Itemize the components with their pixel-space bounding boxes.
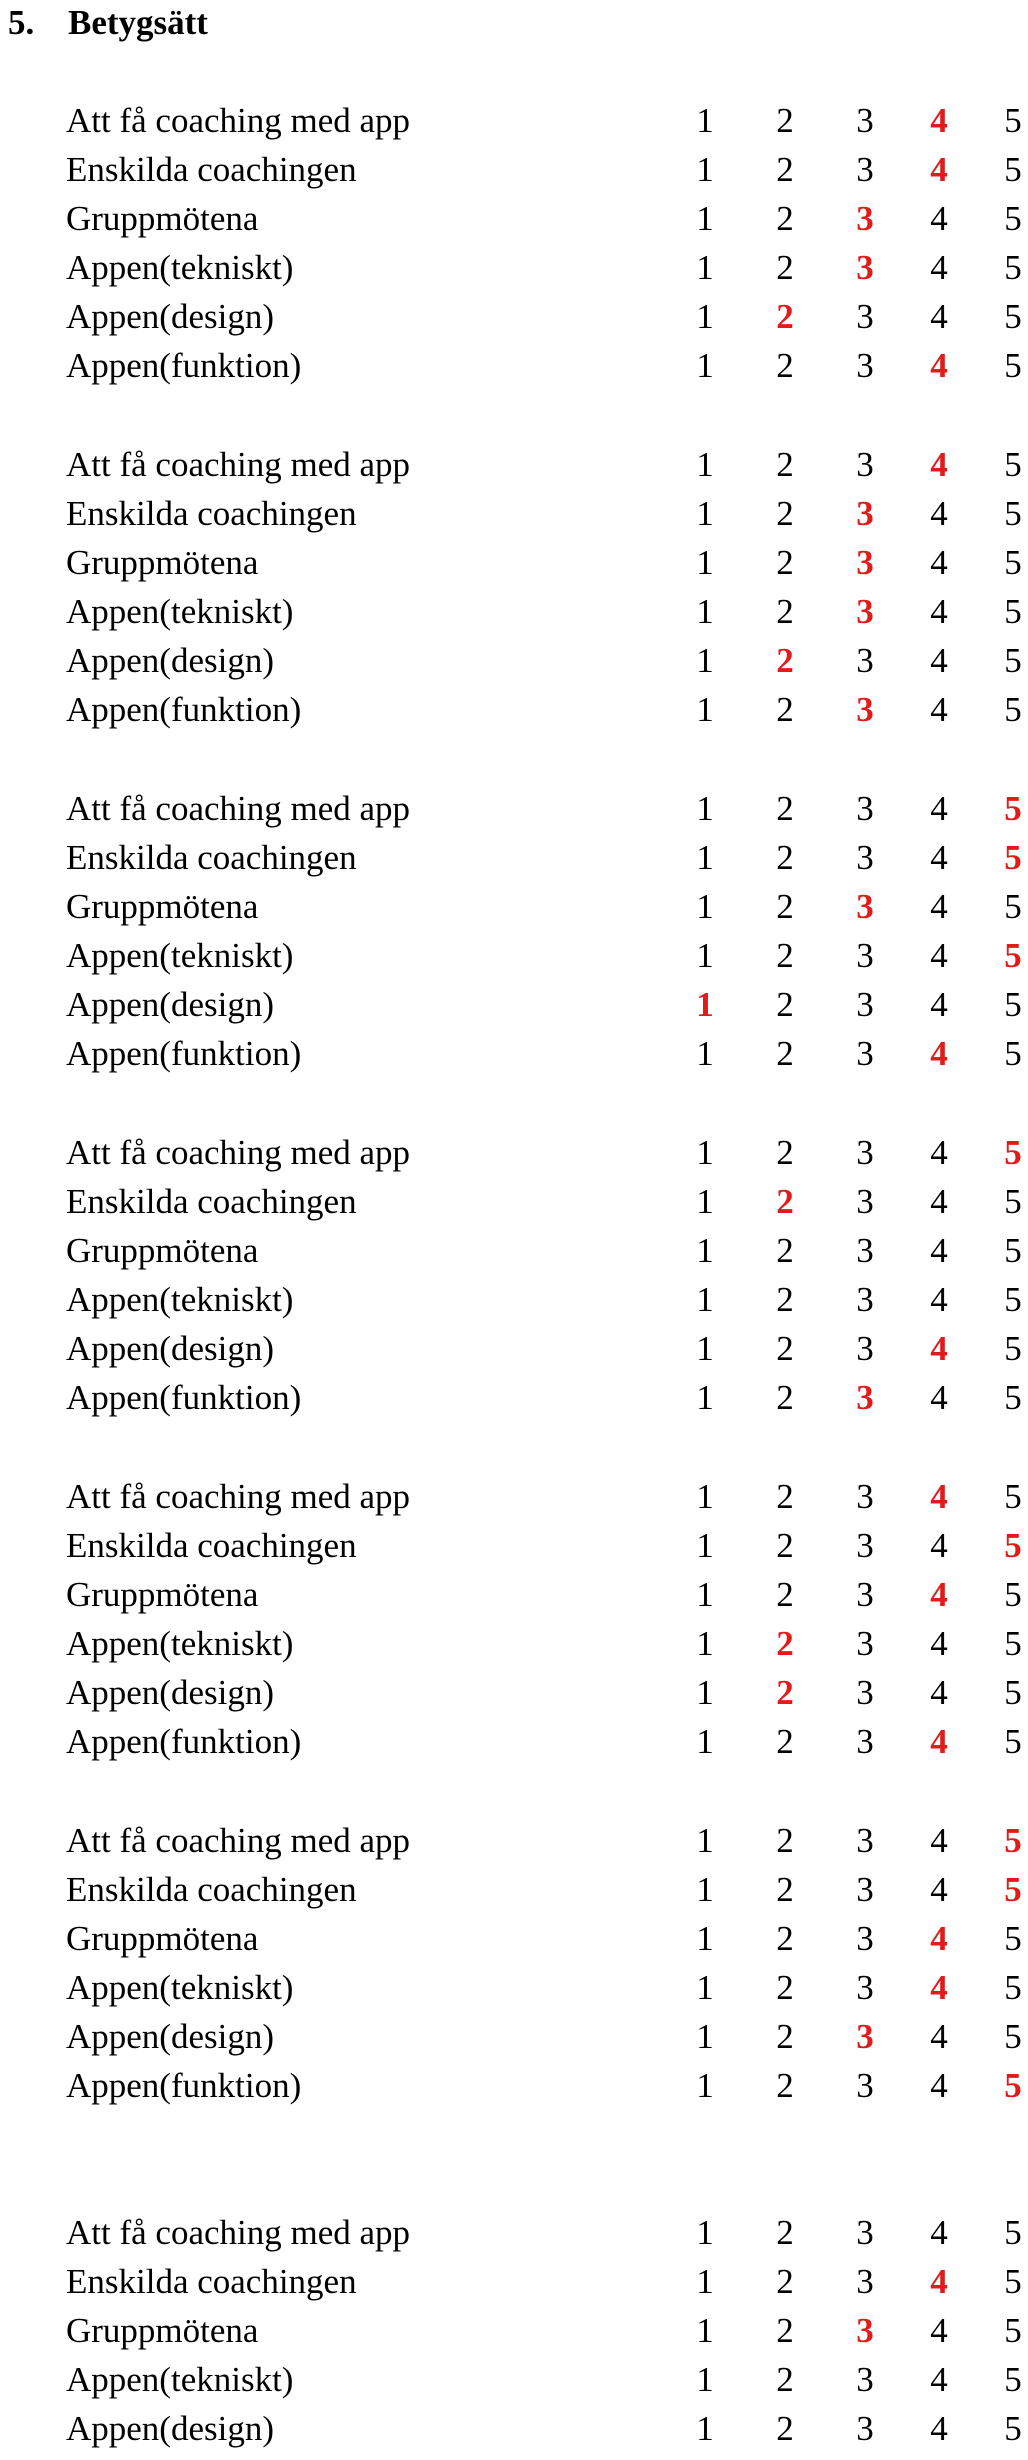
rating-score-3: 3 (856, 346, 874, 385)
rating-score-5: 5 (1004, 592, 1022, 631)
rating-score-3: 3 (856, 1133, 874, 1172)
rating-score-1: 1 (696, 2311, 714, 2350)
rating-score-1: 1 (696, 1182, 714, 1221)
rating-score-1-selected: 1 (696, 985, 714, 1024)
rating-score-3: 3 (856, 445, 874, 484)
rating-score-2: 2 (776, 1231, 794, 1270)
rating-score-1: 1 (696, 1034, 714, 1073)
rating-score-2: 2 (776, 1034, 794, 1073)
rating-score-1: 1 (696, 2409, 714, 2448)
rating-score-3: 3 (856, 936, 874, 975)
rating-score-5-selected: 5 (1004, 2066, 1022, 2105)
rating-score-1: 1 (696, 248, 714, 287)
rating-score-3: 3 (856, 150, 874, 189)
rating-row (66, 2306, 1022, 2355)
rating-score-1: 1 (696, 592, 714, 631)
rating-row (66, 1668, 1022, 1717)
rating-score-1: 1 (696, 1477, 714, 1516)
rating-label: Enskilda coachingen (66, 150, 357, 189)
rating-label: Appen(funktion) (66, 1722, 302, 1761)
rating-label: Appen(design) (66, 1329, 275, 1368)
rating-score-4: 4 (930, 1133, 948, 1172)
rating-label: Appen(tekniskt) (66, 1624, 294, 1663)
rating-score-4: 4 (930, 2066, 948, 2105)
rating-score-5: 5 (1004, 1329, 1022, 1368)
rating-score-4: 4 (930, 838, 948, 877)
rating-label: Enskilda coachingen (66, 1870, 357, 1909)
rating-score-5: 5 (1004, 985, 1022, 1024)
rating-score-1: 1 (696, 1378, 714, 1417)
rating-label: Appen(design) (66, 641, 275, 680)
section-title: Betygsätt (68, 3, 208, 42)
rating-score-1: 1 (696, 1673, 714, 1712)
rating-label: Gruppmötena (66, 1231, 259, 1270)
rating-score-5: 5 (1004, 2262, 1022, 2301)
rating-score-3: 3 (856, 641, 874, 680)
rating-label: Gruppmötena (66, 543, 259, 582)
rating-row (66, 2404, 1022, 2453)
rating-score-4: 4 (930, 1231, 948, 1270)
rating-score-1: 1 (696, 887, 714, 926)
rating-score-1: 1 (696, 543, 714, 582)
rating-row (66, 1865, 1022, 1914)
rating-row (66, 1029, 1022, 1078)
rating-row (66, 980, 1022, 1029)
rating-score-2: 2 (776, 1821, 794, 1860)
rating-score-2: 2 (776, 2262, 794, 2301)
rating-score-4: 4 (930, 1673, 948, 1712)
rating-label: Enskilda coachingen (66, 494, 357, 533)
rating-score-2: 2 (776, 1870, 794, 1909)
rating-score-3: 3 (856, 1280, 874, 1319)
rating-score-1: 1 (696, 494, 714, 533)
rating-score-1: 1 (696, 1329, 714, 1368)
rating-score-4: 4 (930, 936, 948, 975)
rating-row (66, 292, 1022, 341)
rating-label: Appen(design) (66, 2409, 275, 2448)
rating-row (66, 1373, 1022, 1422)
rating-score-5-selected: 5 (1004, 936, 1022, 975)
rating-score-4-selected: 4 (930, 1329, 948, 1368)
rating-score-4: 4 (930, 641, 948, 680)
rating-label: Appen(design) (66, 985, 275, 1024)
rating-score-2: 2 (776, 1477, 794, 1516)
rating-row (66, 1128, 1022, 1177)
rating-row (66, 833, 1022, 882)
rating-score-2: 2 (776, 494, 794, 533)
rating-score-3: 3 (856, 2360, 874, 2399)
rating-score-3: 3 (856, 1919, 874, 1958)
rating-score-4: 4 (930, 2213, 948, 2252)
rating-score-5-selected: 5 (1004, 838, 1022, 877)
rating-score-2: 2 (776, 346, 794, 385)
rating-score-5: 5 (1004, 641, 1022, 680)
rating-score-2: 2 (776, 2409, 794, 2448)
rating-score-4: 4 (930, 1624, 948, 1663)
rating-label: Appen(tekniskt) (66, 592, 294, 631)
rating-score-2: 2 (776, 592, 794, 631)
rating-score-3: 3 (856, 1231, 874, 1270)
rating-row (66, 243, 1022, 292)
rating-score-4: 4 (930, 2017, 948, 2056)
rating-score-2: 2 (776, 985, 794, 1024)
rating-score-5: 5 (1004, 1575, 1022, 1614)
rating-row (66, 96, 1022, 145)
rating-score-4: 4 (930, 297, 948, 336)
rating-score-2: 2 (776, 445, 794, 484)
rating-label: Enskilda coachingen (66, 1526, 357, 1565)
rating-score-4-selected: 4 (930, 346, 948, 385)
rating-label: Appen(funktion) (66, 346, 302, 385)
rating-score-3: 3 (856, 1034, 874, 1073)
rating-label: Att få coaching med app (66, 101, 411, 140)
rating-score-2: 2 (776, 1722, 794, 1761)
rating-score-1: 1 (696, 936, 714, 975)
rating-score-1: 1 (696, 1821, 714, 1860)
rating-row (66, 2355, 1022, 2404)
rating-score-5: 5 (1004, 2409, 1022, 2448)
rating-score-5: 5 (1004, 2213, 1022, 2252)
rating-score-1: 1 (696, 2213, 714, 2252)
rating-score-5: 5 (1004, 887, 1022, 926)
rating-score-3: 3 (856, 1722, 874, 1761)
rating-label: Appen(funktion) (66, 690, 302, 729)
rating-score-1: 1 (696, 2360, 714, 2399)
rating-score-4-selected: 4 (930, 445, 948, 484)
rating-score-1: 1 (696, 1968, 714, 2007)
rating-score-2: 2 (776, 838, 794, 877)
rating-score-2-selected: 2 (776, 1673, 794, 1712)
rating-score-1: 1 (696, 1133, 714, 1172)
rating-score-5: 5 (1004, 297, 1022, 336)
rating-score-4: 4 (930, 1821, 948, 1860)
rating-row (66, 882, 1022, 931)
rating-score-3: 3 (856, 1477, 874, 1516)
rating-score-2: 2 (776, 1329, 794, 1368)
rating-label: Appen(tekniskt) (66, 2360, 294, 2399)
rating-score-1: 1 (696, 346, 714, 385)
rating-score-5: 5 (1004, 101, 1022, 140)
rating-score-1: 1 (696, 641, 714, 680)
rating-score-3: 3 (856, 1821, 874, 1860)
rating-score-5-selected: 5 (1004, 1821, 1022, 1860)
rating-score-3: 3 (856, 1968, 874, 2007)
rating-row (66, 1570, 1022, 1619)
rating-score-4: 4 (930, 2360, 948, 2399)
rating-score-4-selected: 4 (930, 1919, 948, 1958)
rating-score-3: 3 (856, 1329, 874, 1368)
rating-row (66, 2012, 1022, 2061)
rating-label: Enskilda coachingen (66, 838, 357, 877)
rating-score-3-selected: 3 (856, 543, 874, 582)
rating-score-1: 1 (696, 2017, 714, 2056)
rating-score-5: 5 (1004, 1231, 1022, 1270)
rating-row (66, 1177, 1022, 1226)
rating-row (66, 784, 1022, 833)
rating-label: Att få coaching med app (66, 2213, 411, 2252)
rating-label: Appen(funktion) (66, 1378, 302, 1417)
rating-score-5: 5 (1004, 445, 1022, 484)
rating-score-5: 5 (1004, 2360, 1022, 2399)
rating-score-5: 5 (1004, 248, 1022, 287)
rating-score-4: 4 (930, 2409, 948, 2448)
rating-score-5-selected: 5 (1004, 1133, 1022, 1172)
rating-score-2: 2 (776, 1919, 794, 1958)
rating-score-4: 4 (930, 248, 948, 287)
rating-score-3: 3 (856, 838, 874, 877)
rating-score-2: 2 (776, 2311, 794, 2350)
rating-score-4-selected: 4 (930, 1034, 948, 1073)
rating-score-5-selected: 5 (1004, 1526, 1022, 1565)
rating-row (66, 440, 1022, 489)
rating-row (66, 1914, 1022, 1963)
rating-score-5: 5 (1004, 1477, 1022, 1516)
rating-score-4: 4 (930, 543, 948, 582)
rating-score-2: 2 (776, 2213, 794, 2252)
rating-score-4-selected: 4 (930, 1968, 948, 2007)
rating-score-1: 1 (696, 101, 714, 140)
rating-score-2: 2 (776, 1378, 794, 1417)
rating-score-5: 5 (1004, 1673, 1022, 1712)
rating-row (66, 1472, 1022, 1521)
rating-score-5: 5 (1004, 1919, 1022, 1958)
rating-score-1: 1 (696, 150, 714, 189)
rating-score-3-selected: 3 (856, 494, 874, 533)
rating-score-3: 3 (856, 101, 874, 140)
rating-label: Gruppmötena (66, 199, 259, 238)
rating-label: Att få coaching med app (66, 1477, 411, 1516)
rating-score-3-selected: 3 (856, 690, 874, 729)
rating-label: Enskilda coachingen (66, 1182, 357, 1221)
rating-score-3: 3 (856, 1624, 874, 1663)
rating-score-1: 1 (696, 199, 714, 238)
rating-score-1: 1 (696, 1280, 714, 1319)
rating-row (66, 145, 1022, 194)
rating-score-5: 5 (1004, 494, 1022, 533)
rating-score-2: 2 (776, 2066, 794, 2105)
rating-score-3: 3 (856, 1575, 874, 1614)
rating-score-1: 1 (696, 2066, 714, 2105)
rating-score-3: 3 (856, 789, 874, 828)
rating-score-3-selected: 3 (856, 887, 874, 926)
section-heading (8, 0, 208, 50)
rating-score-1: 1 (696, 1575, 714, 1614)
rating-score-4-selected: 4 (930, 2262, 948, 2301)
rating-row (66, 1275, 1022, 1324)
rating-label: Gruppmötena (66, 2311, 259, 2350)
rating-score-5: 5 (1004, 2311, 1022, 2350)
rating-score-4: 4 (930, 887, 948, 926)
rating-label: Att få coaching med app (66, 789, 411, 828)
rating-score-5: 5 (1004, 1722, 1022, 1761)
rating-score-1: 1 (696, 1870, 714, 1909)
rating-score-5: 5 (1004, 690, 1022, 729)
rating-score-5: 5 (1004, 2017, 1022, 2056)
rating-label: Att få coaching med app (66, 445, 411, 484)
rating-score-4: 4 (930, 592, 948, 631)
rating-score-5-selected: 5 (1004, 1870, 1022, 1909)
rating-score-2-selected: 2 (776, 1624, 794, 1663)
rating-score-5: 5 (1004, 346, 1022, 385)
rating-row (66, 1963, 1022, 2012)
rating-score-2: 2 (776, 2360, 794, 2399)
rating-score-3: 3 (856, 1526, 874, 1565)
rating-score-5: 5 (1004, 1968, 1022, 2007)
rating-row (66, 1717, 1022, 1766)
rating-score-4: 4 (930, 1870, 948, 1909)
rating-score-2-selected: 2 (776, 1182, 794, 1221)
rating-score-3-selected: 3 (856, 1378, 874, 1417)
rating-row (66, 1619, 1022, 1668)
rating-score-4: 4 (930, 1280, 948, 1319)
rating-score-5: 5 (1004, 150, 1022, 189)
rating-score-2: 2 (776, 1133, 794, 1172)
rating-score-4-selected: 4 (930, 150, 948, 189)
rating-score-2: 2 (776, 1968, 794, 2007)
rating-row (66, 685, 1022, 734)
rating-score-2: 2 (776, 199, 794, 238)
rating-score-3: 3 (856, 1673, 874, 1712)
rating-label: Appen(tekniskt) (66, 936, 294, 975)
rating-score-4: 4 (930, 1378, 948, 1417)
rating-row (66, 341, 1022, 390)
rating-row (66, 489, 1022, 538)
rating-score-4-selected: 4 (930, 1477, 948, 1516)
rating-score-1: 1 (696, 1231, 714, 1270)
rating-label: Appen(design) (66, 1673, 275, 1712)
rating-score-4-selected: 4 (930, 1575, 948, 1614)
rating-score-4: 4 (930, 494, 948, 533)
rating-score-2-selected: 2 (776, 297, 794, 336)
rating-score-5: 5 (1004, 199, 1022, 238)
rating-score-4: 4 (930, 789, 948, 828)
rating-row (66, 1816, 1022, 1865)
rating-score-3: 3 (856, 1182, 874, 1221)
rating-row (66, 636, 1022, 685)
rating-score-1: 1 (696, 1526, 714, 1565)
rating-score-4: 4 (930, 690, 948, 729)
rating-label: Gruppmötena (66, 887, 259, 926)
rating-score-2: 2 (776, 690, 794, 729)
rating-row (66, 538, 1022, 587)
rating-row (66, 1324, 1022, 1373)
rating-score-2: 2 (776, 887, 794, 926)
rating-score-3: 3 (856, 1870, 874, 1909)
rating-score-2: 2 (776, 1575, 794, 1614)
rating-score-4: 4 (930, 985, 948, 1024)
rating-score-5: 5 (1004, 1280, 1022, 1319)
rating-score-3: 3 (856, 2409, 874, 2448)
rating-label: Att få coaching med app (66, 1133, 411, 1172)
rating-label: Att få coaching med app (66, 1821, 411, 1860)
rating-score-3: 3 (856, 985, 874, 1024)
rating-score-1: 1 (696, 1919, 714, 1958)
rating-score-1: 1 (696, 1624, 714, 1663)
rating-row (66, 931, 1022, 980)
rating-score-2: 2 (776, 1526, 794, 1565)
rating-score-1: 1 (696, 297, 714, 336)
rating-score-5: 5 (1004, 543, 1022, 582)
rating-score-2: 2 (776, 2017, 794, 2056)
rating-score-3: 3 (856, 2262, 874, 2301)
rating-label: Appen(tekniskt) (66, 1968, 294, 2007)
rating-score-2: 2 (776, 1280, 794, 1319)
rating-score-2: 2 (776, 150, 794, 189)
rating-score-2: 2 (776, 248, 794, 287)
rating-score-3-selected: 3 (856, 592, 874, 631)
rating-score-2: 2 (776, 789, 794, 828)
rating-score-2: 2 (776, 543, 794, 582)
rating-label: Gruppmötena (66, 1575, 259, 1614)
rating-score-3-selected: 3 (856, 199, 874, 238)
rating-score-1: 1 (696, 838, 714, 877)
rating-score-1: 1 (696, 445, 714, 484)
rating-row (66, 1226, 1022, 1275)
rating-score-4: 4 (930, 2311, 948, 2350)
rating-score-5-selected: 5 (1004, 789, 1022, 828)
rating-score-1: 1 (696, 789, 714, 828)
rating-score-3: 3 (856, 297, 874, 336)
rating-score-3-selected: 3 (856, 2311, 874, 2350)
rating-row (66, 1521, 1022, 1570)
rating-score-5: 5 (1004, 1624, 1022, 1663)
rating-score-1: 1 (696, 1722, 714, 1761)
rating-label: Enskilda coachingen (66, 2262, 357, 2301)
rating-label: Appen(tekniskt) (66, 248, 294, 287)
rating-score-1: 1 (696, 2262, 714, 2301)
rating-label: Gruppmötena (66, 1919, 259, 1958)
rating-score-3-selected: 3 (856, 2017, 874, 2056)
rating-row (66, 194, 1022, 243)
rating-row (66, 2061, 1022, 2110)
rating-row (66, 587, 1022, 636)
rating-label: Appen(funktion) (66, 2066, 302, 2105)
rating-score-2: 2 (776, 101, 794, 140)
rating-score-5: 5 (1004, 1034, 1022, 1073)
rating-score-4: 4 (930, 1526, 948, 1565)
rating-score-1: 1 (696, 690, 714, 729)
rating-score-3: 3 (856, 2066, 874, 2105)
rating-score-4: 4 (930, 1182, 948, 1221)
rating-score-2: 2 (776, 936, 794, 975)
rating-label: Appen(design) (66, 2017, 275, 2056)
rating-label: Appen(funktion) (66, 1034, 302, 1073)
rating-label: Appen(design) (66, 297, 275, 336)
section-number: 5. (8, 3, 35, 42)
rating-score-3-selected: 3 (856, 248, 874, 287)
rating-score-5: 5 (1004, 1378, 1022, 1417)
rating-score-3: 3 (856, 2213, 874, 2252)
rating-score-4-selected: 4 (930, 1722, 948, 1761)
rating-row (66, 2257, 1022, 2306)
rating-score-2-selected: 2 (776, 641, 794, 680)
rating-score-4-selected: 4 (930, 101, 948, 140)
rating-row (66, 2208, 1022, 2257)
rating-score-4: 4 (930, 199, 948, 238)
rating-score-5: 5 (1004, 1182, 1022, 1221)
rating-label: Appen(tekniskt) (66, 1280, 294, 1319)
